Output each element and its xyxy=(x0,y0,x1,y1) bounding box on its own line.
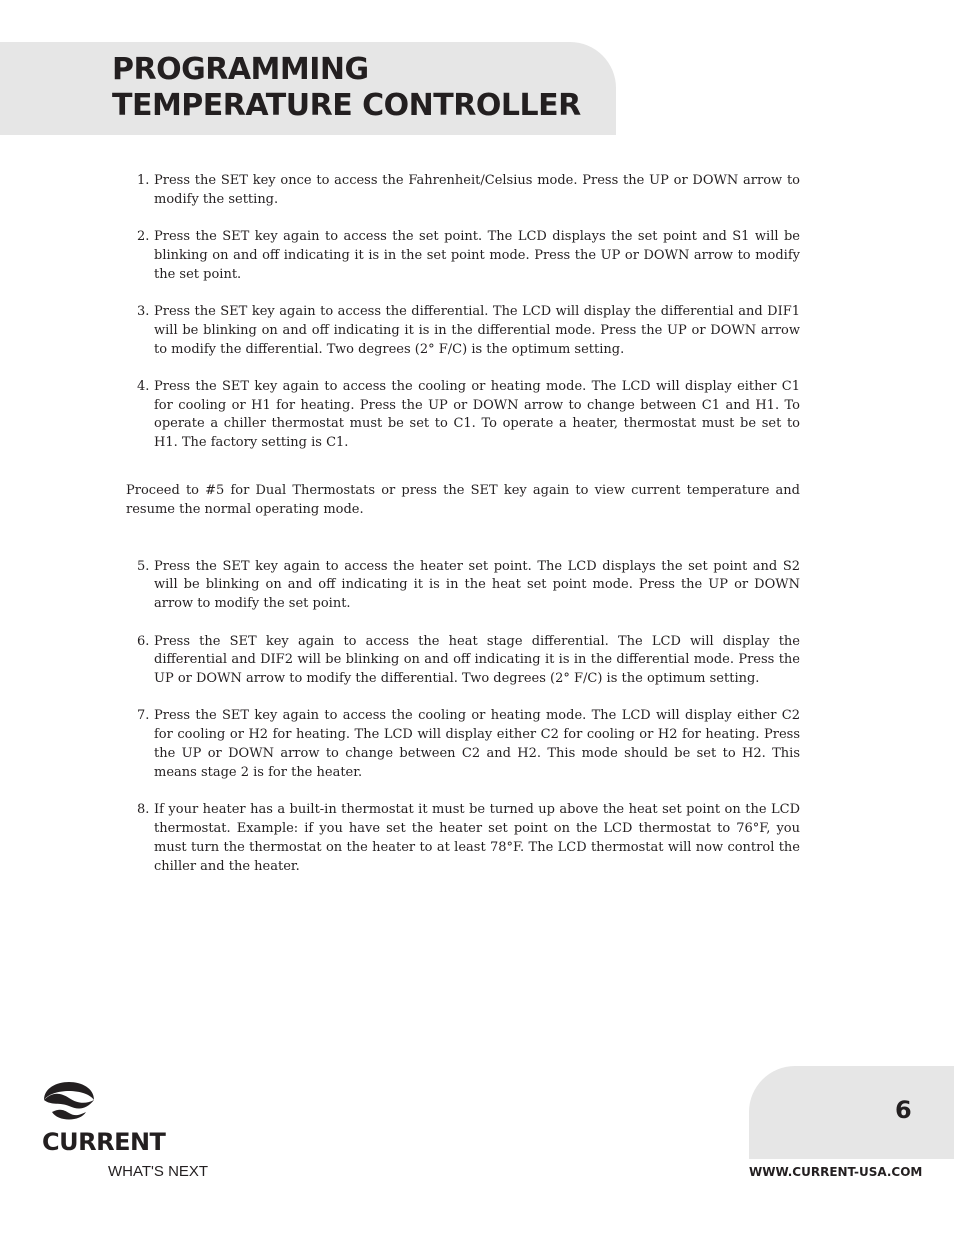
website-url: WWW.CURRENT-USA.COM xyxy=(749,1165,923,1179)
step-5 xyxy=(126,558,800,614)
dual-thermostat-note: Proceed to #5 for Dual Thermostats or press the SET key again to view current temperature and resume the normal operating mode. xyxy=(126,483,800,517)
page-title-line-1: PROGRAMMING xyxy=(112,52,369,87)
brand-tagline: WHAT'S NEXT xyxy=(108,1163,209,1180)
instructions xyxy=(126,172,800,895)
step-text: Press the SET key again to access the set point. The LCD displays the set point and S1 will be blinking on and off indicating it is in the set point mode. Press the UP or DOWN arrow to modify the set point. xyxy=(154,229,800,282)
page-number: 6 xyxy=(895,1096,912,1124)
step-text: Press the SET key again to access the heat stage differential. The LCD will display the differential and DIF2 will be blinking on and off indicating it is in the differential mode. Press the UP or DOWN arrow to modify the differential. Two degrees (2° F/C) is the optimum setting. xyxy=(154,633,800,687)
steps-list-part-1 xyxy=(126,172,800,453)
step-number: 7. xyxy=(137,708,150,724)
steps-list-part-2 xyxy=(126,558,800,877)
current-wave-logo-icon xyxy=(40,1066,98,1129)
step-number: 3. xyxy=(137,303,150,319)
step-6 xyxy=(126,633,800,689)
step-1 xyxy=(126,172,800,210)
page-title xyxy=(112,52,581,124)
brand-name: CURRENT xyxy=(42,1128,166,1156)
step-text: If your heater has a built-in thermostat it must be turned up above the heat set point on the LCD thermostat. Example: if you have set the heater set point on the LCD thermostat to 76°F, you must turn the thermostat on the heater to at least 78°F. The LCD thermostat will now control the chiller and the heater. xyxy=(154,802,800,874)
step-4 xyxy=(126,378,800,453)
step-number: 1. xyxy=(137,173,150,188)
step-text: Press the SET key again to access the cooling or heating mode. The LCD will display either C1 for cooling or H1 for heating. Press the UP or DOWN arrow to change between C1 and H1. To operate a chiller thermostat must be set to C1. To operate a heater, thermostat must be set to H1. The factory setting is C1. xyxy=(154,378,800,451)
page-title-line-2: TEMPERATURE CONTROLLER xyxy=(112,88,581,123)
step-8 xyxy=(126,801,800,876)
step-number: 2. xyxy=(137,229,150,245)
step-2 xyxy=(126,228,800,284)
step-text: Press the SET key again to access the heater set point. The LCD displays the set point and S2 will be blinking on and off indicating it is in the heat set point mode. Press the UP or DOWN arrow to modify the set point. xyxy=(154,558,800,612)
step-text: Press the SET key again to access the cooling or heating mode. The LCD will display either C2 for cooling or H2 for heating. The LCD will display either C2 for cooling or H2 for heating. Press the UP or DOWN arrow to change between C2 and H2. This mode should be set to H2. This means stage 2 is for the heater. xyxy=(154,708,800,780)
step-text: Press the SET key once to access the Fahrenheit/Celsius mode. Press the UP or DOWN arrow to modify the setting. xyxy=(154,173,800,207)
step-number: 8. xyxy=(137,802,150,818)
step-text: Press the SET key again to access the differential. The LCD will display the differential and DIF1 will be blinking on and off indicating it is in the differential mode. Press the UP or DOWN arrow to modify the differential. Two degrees (2° F/C) is the optimum setting. xyxy=(154,303,800,357)
page-number-band xyxy=(749,1066,954,1159)
step-number: 6. xyxy=(137,633,150,649)
step-number: 5. xyxy=(137,558,150,574)
step-number: 4. xyxy=(137,378,150,394)
step-3 xyxy=(126,303,800,359)
step-7 xyxy=(126,707,800,782)
